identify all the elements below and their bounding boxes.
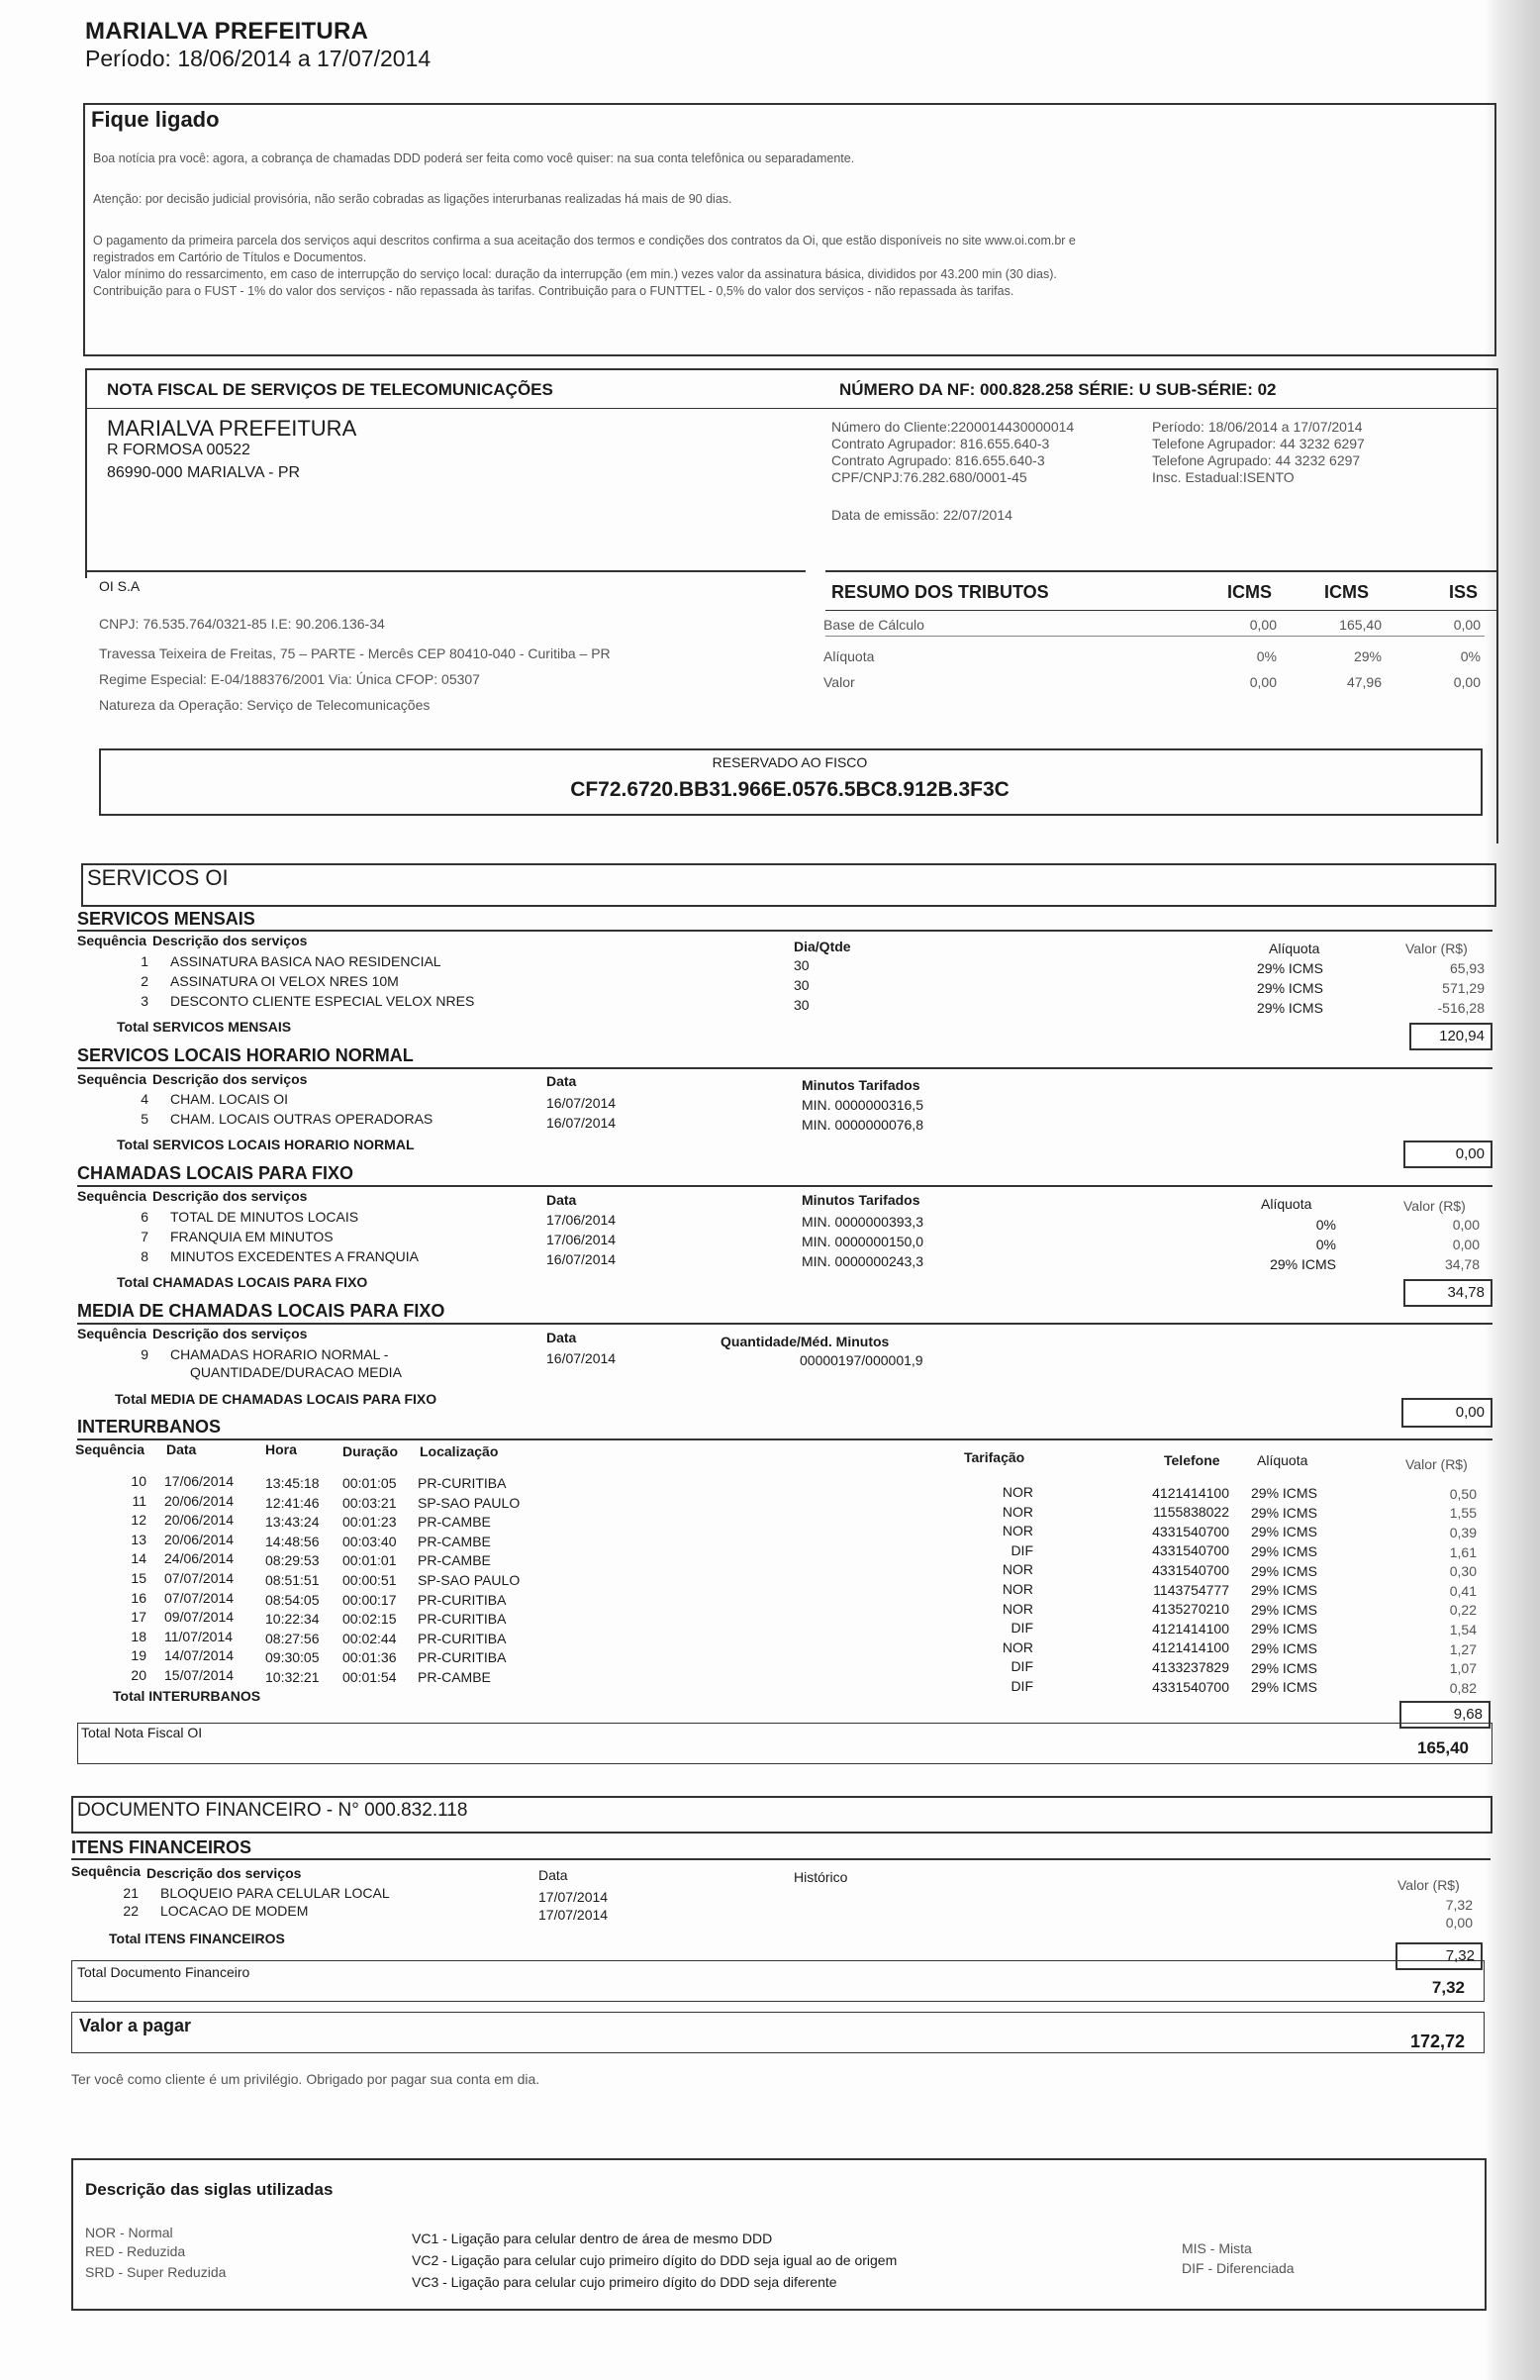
- mensais-h-desc: Descrição dos serviços: [152, 933, 308, 948]
- inter-row-6-seq: 15: [131, 1570, 146, 1586]
- fixo-total-label: Total CHAMADAS LOCAIS PARA FIXO: [117, 1274, 368, 1290]
- fixo-row-2-aliq: 0%: [1315, 1237, 1336, 1252]
- inter-row-9-data: 11/07/2014: [164, 1628, 234, 1644]
- servicos-title-box: [81, 863, 1496, 907]
- inter-rule: [77, 1438, 1492, 1440]
- tributos-divider: [825, 610, 1498, 611]
- notice-text-3b: registrados em Cartório de Títulos e Documentos.: [93, 250, 367, 264]
- locais-total-label: Total SERVICOS LOCAIS HORARIO NORMAL: [117, 1137, 415, 1152]
- inter-row-2-telefone: 1155838022: [1153, 1504, 1229, 1521]
- nf-title: NOTA FISCAL DE SERVIÇOS DE TELECOMUNICAÇÕES: [107, 380, 553, 399]
- inter-row-8-telefone: 4121414100: [1152, 1620, 1229, 1636]
- issuer-address: Travessa Teixeira de Freitas, 75 – PARTE - Mercês CEP 80410-040 - Curitiba – PR: [99, 645, 611, 661]
- inter-row-11-duracao: 00:01:54: [342, 1669, 397, 1685]
- mensais-row-1-valor: 65,93: [1449, 960, 1485, 976]
- locais-h-desc: Descrição dos serviços: [152, 1071, 308, 1087]
- tributos-base-iss: 0,00: [1453, 617, 1481, 633]
- locais-row-1-desc: CHAM. LOCAIS OI: [170, 1091, 289, 1107]
- nf-number: NÚMERO DA NF: 000.828.258 SÉRIE: U SUB-SÉRIE: 02: [839, 380, 1277, 399]
- notice-text-1: Boa notícia pra você: agora, a cobrança de chamadas DDD poderá ser feita como você quiser: na sua conta telefônica ou separadamente.: [93, 151, 855, 165]
- inter-row-5-duracao: 00:01:01: [342, 1552, 397, 1569]
- sigla-srd: SRD - Super Reduzida: [85, 2264, 227, 2280]
- itens-row-1-seq: 21: [123, 1885, 139, 1901]
- fixo-row-2-min: MIN. 0000000150,0: [802, 1234, 923, 1249]
- locais-title: SERVICOS LOCAIS HORARIO NORMAL: [77, 1045, 414, 1065]
- inter-row-10-aliquota: 29% ICMS: [1251, 1659, 1317, 1676]
- locais-h-min: Minutos Tarifados: [802, 1077, 920, 1093]
- tributos-header-iss: ISS: [1449, 582, 1479, 602]
- inter-row-7-localizacao: PR-CURITIBA: [418, 1591, 507, 1608]
- fixo-total: 34,78: [1403, 1279, 1492, 1307]
- nf-right-border: [1496, 368, 1498, 843]
- fixo-h-min: Minutos Tarifados: [802, 1192, 920, 1208]
- mensais-h-seq: Sequência: [77, 933, 147, 948]
- mensais-total: 120,94: [1409, 1023, 1492, 1050]
- siglas-title: Descrição das siglas utilizadas: [85, 2180, 334, 2199]
- inter-row-10-seq: 19: [131, 1647, 146, 1664]
- fixo-row-2-valor: 0,00: [1452, 1237, 1480, 1252]
- inter-row-2-valor: 1,55: [1449, 1505, 1477, 1522]
- media-title: MEDIA DE CHAMADAS LOCAIS PARA FIXO: [77, 1301, 445, 1321]
- inter-row-4-seq: 13: [131, 1531, 146, 1547]
- media-h-desc: Descrição dos serviços: [152, 1326, 308, 1341]
- media-h-qtd: Quantidade/Méd. Minutos: [721, 1334, 890, 1349]
- nf-contract-agrupado: Contrato Agrupado: 816.655.640-3: [831, 452, 1045, 468]
- fixo-row-3-seq: 8: [141, 1248, 148, 1264]
- inter-row-7-telefone: 4135270210: [1152, 1601, 1229, 1618]
- itens-row-2-seq: 22: [123, 1903, 139, 1919]
- notice-box: [83, 103, 1496, 356]
- tributos-row-aliq-label: Alíquota: [823, 648, 875, 664]
- inter-h-data: Data: [166, 1441, 197, 1457]
- sigla-nor: NOR - Normal: [85, 2225, 173, 2240]
- inter-row-6-data: 07/07/2014: [164, 1570, 235, 1586]
- notice-text-2: Atenção: por decisão judicial provisória, não serão cobradas as ligações interurbanas realizadas há mais de 90 dias.: [93, 192, 732, 206]
- itens-h-hist: Histórico: [794, 1869, 848, 1885]
- tributos-base-icms-2: 165,40: [1339, 617, 1382, 633]
- inter-row-6-valor: 0,41: [1449, 1582, 1477, 1599]
- tributos-aliq-iss: 0%: [1460, 648, 1481, 664]
- itens-row-2-valor: 0,00: [1445, 1915, 1473, 1931]
- locais-h-seq: Sequência: [77, 1071, 147, 1087]
- mensais-row-2-dia: 30: [794, 977, 810, 993]
- inter-row-6-aliquota: 29% ICMS: [1251, 1582, 1317, 1599]
- fixo-row-1-min: MIN. 0000000393,3: [802, 1214, 923, 1230]
- itens-row-2-desc: LOCACAO DE MODEM: [160, 1903, 309, 1919]
- inter-row-10-localizacao: PR-CURITIBA: [418, 1649, 507, 1666]
- inter-row-3-hora: 13:43:24: [265, 1514, 320, 1531]
- media-row-qtd: 00000197/000001,9: [800, 1352, 923, 1368]
- inter-row-9-hora: 08:27:56: [265, 1630, 320, 1646]
- itens-row-1-data: 17/07/2014: [538, 1889, 609, 1905]
- media-total: 0,00: [1401, 1398, 1492, 1428]
- inter-row-9-tarifacao: NOR: [1002, 1638, 1033, 1655]
- inter-row-5-telefone: 4331540700: [1152, 1562, 1229, 1578]
- inter-row-11-telefone: 4331540700: [1152, 1678, 1229, 1695]
- inter-row-3-localizacao: PR-CAMBE: [418, 1514, 491, 1531]
- issuer-top-border: [85, 570, 806, 572]
- mensais-h-dia: Dia/Qtde: [794, 939, 851, 954]
- inter-row-4-aliquota: 29% ICMS: [1251, 1543, 1317, 1559]
- notice-text-3a: O pagamento da primeira parcela dos serviços aqui descritos confirma a sua aceitação dos termos e condições dos contratos da Oi, que estão disponíveis no site www.oi.com.br e: [93, 234, 1076, 248]
- fixo-title: CHAMADAS LOCAIS PARA FIXO: [77, 1163, 353, 1183]
- inter-row-8-seq: 17: [131, 1609, 146, 1626]
- mensais-row-1-seq: 1: [141, 953, 148, 969]
- inter-row-11-hora: 10:32:21: [265, 1669, 320, 1685]
- itens-h-valor: Valor (R$): [1397, 1877, 1460, 1893]
- mensais-row-1-aliq: 29% ICMS: [1257, 960, 1323, 976]
- mensais-total-label: Total SERVICOS MENSAIS: [117, 1019, 292, 1035]
- inter-row-2-localizacao: SP-SAO PAULO: [418, 1494, 521, 1511]
- inter-row-10-data: 14/07/2014: [164, 1647, 235, 1664]
- fixo-h-aliq: Alíquota: [1261, 1196, 1312, 1212]
- fixo-row-1-valor: 0,00: [1452, 1217, 1480, 1233]
- inter-row-3-duracao: 00:01:23: [342, 1514, 397, 1531]
- customer-name-header: MARIALVA PREFEITURA: [85, 18, 369, 45]
- mensais-row-1-dia: 30: [794, 957, 810, 973]
- inter-row-7-hora: 08:54:05: [265, 1591, 320, 1608]
- itens-total-label: Total ITENS FINANCEIROS: [109, 1931, 285, 1946]
- inter-row-10-telefone: 4133237829: [1152, 1659, 1229, 1675]
- media-h-data: Data: [546, 1330, 577, 1345]
- nota-total-box: [77, 1723, 1492, 1764]
- inter-row-1-seq: 10: [131, 1473, 146, 1489]
- nota-total-label: Total Nota Fiscal OI: [81, 1725, 203, 1740]
- issuer-regime: Regime Especial: E-04/188376/2001 Via: Única CFOP: 05307: [99, 671, 480, 687]
- inter-row-4-telefone: 4331540700: [1152, 1542, 1229, 1559]
- fisco-code: CF72.6720.BB31.966E.0576.5BC8.912B.3F3C: [570, 778, 1010, 801]
- inter-row-9-duracao: 00:02:44: [342, 1630, 397, 1646]
- inter-row-3-data: 20/06/2014: [164, 1512, 235, 1529]
- inter-row-2-duracao: 00:03:21: [342, 1494, 397, 1511]
- inter-row-1-duracao: 00:01:05: [342, 1475, 397, 1491]
- inter-row-5-localizacao: PR-CAMBE: [418, 1552, 491, 1569]
- inter-row-6-tarifacao: NOR: [1002, 1581, 1033, 1597]
- inter-row-10-hora: 09:30:05: [265, 1649, 320, 1666]
- itens-h-seq: Sequência: [71, 1863, 142, 1879]
- inter-row-3-aliquota: 29% ICMS: [1251, 1524, 1317, 1540]
- inter-row-1-localizacao: PR-CURITIBA: [418, 1475, 507, 1491]
- sigla-vc1: VC1 - Ligação para celular dentro de área de mesmo DDD: [412, 2231, 773, 2246]
- mensais-row-3-dia: 30: [794, 997, 810, 1013]
- tributos-row-base-label: Base de Cálculo: [823, 617, 924, 633]
- sigla-dif: DIF - Diferenciada: [1182, 2260, 1295, 2276]
- inter-row-11-localizacao: PR-CAMBE: [418, 1669, 491, 1685]
- locais-row-1-min: MIN. 0000000316,5: [802, 1097, 923, 1113]
- media-rule: [77, 1323, 1492, 1325]
- locais-row-1-seq: 4: [141, 1091, 148, 1107]
- inter-row-9-telefone: 4121414100: [1152, 1639, 1229, 1656]
- inter-row-8-aliquota: 29% ICMS: [1251, 1621, 1317, 1637]
- media-row-seq: 9: [141, 1346, 148, 1362]
- inter-h-duracao: Duração: [342, 1443, 399, 1459]
- notice-text-4: Valor mínimo do ressarcimento, em caso de interrupção do serviço local: duração da interrupção (em min.) vezes valor da assinatura básica, divididos por 43.200 min (30 dias).: [93, 267, 1057, 281]
- locais-row-2-data: 16/07/2014: [546, 1115, 617, 1131]
- mensais-row-1-desc: ASSINATURA BASICA NAO RESIDENCIAL: [170, 953, 441, 969]
- fixo-h-seq: Sequência: [77, 1188, 147, 1204]
- itens-total: 7,32: [1396, 1942, 1483, 1970]
- fixo-row-3-desc: MINUTOS EXCEDENTES A FRANQUIA: [170, 1248, 420, 1264]
- inter-row-4-hora: 14:48:56: [265, 1533, 320, 1549]
- mensais-h-aliq: Alíquota: [1269, 941, 1320, 956]
- tributos-aliq-icms-2: 29%: [1353, 648, 1382, 664]
- itens-h-data: Data: [538, 1867, 568, 1883]
- tributos-row-valor-label: Valor: [823, 674, 855, 690]
- inter-row-9-seq: 18: [131, 1628, 146, 1644]
- fixo-h-valor: Valor (R$): [1403, 1198, 1466, 1214]
- inter-h-localizacao: Localização: [420, 1443, 499, 1459]
- inter-row-10-tarifacao: DIF: [1011, 1658, 1033, 1675]
- issuer-natureza: Natureza da Operação: Serviço de Telecomunicações: [99, 697, 431, 713]
- mensais-row-2-valor: 571,29: [1442, 980, 1485, 996]
- scan-edge: [1485, 0, 1540, 2380]
- inter-row-9-aliquota: 29% ICMS: [1251, 1640, 1317, 1656]
- inter-row-8-valor: 1,54: [1449, 1622, 1477, 1637]
- media-h-seq: Sequência: [77, 1326, 147, 1341]
- inter-h-telefone: Telefone: [1164, 1452, 1220, 1468]
- fixo-h-data: Data: [546, 1192, 577, 1208]
- inter-h-tarifacao: Tarifação: [964, 1449, 1025, 1465]
- nf-insc-estadual: Insc. Estadual:ISENTO: [1152, 469, 1295, 485]
- sigla-mis: MIS - Mista: [1182, 2240, 1252, 2256]
- doc-total-label: Total Documento Financeiro: [77, 1964, 250, 1980]
- nf-client-name: MARIALVA PREFEITURA: [107, 416, 357, 441]
- mensais-row-3-seq: 3: [141, 993, 148, 1009]
- itens-title: ITENS FINANCEIROS: [71, 1837, 252, 1857]
- inter-row-5-data: 24/06/2014: [164, 1550, 235, 1567]
- tributos-aliq-icms-1: 0%: [1256, 648, 1277, 664]
- mensais-row-3-aliq: 29% ICMS: [1257, 1000, 1323, 1016]
- billing-period: Período: 18/06/2014 a 17/07/2014: [85, 46, 432, 71]
- inter-row-4-tarifacao: DIF: [1011, 1541, 1033, 1558]
- inter-row-7-seq: 16: [131, 1589, 146, 1606]
- locais-row-2-desc: CHAM. LOCAIS OUTRAS OPERADORAS: [170, 1111, 433, 1127]
- locais-row-2-seq: 5: [141, 1111, 148, 1127]
- inter-row-4-data: 20/06/2014: [164, 1531, 235, 1547]
- nf-emission-date: Data de emissão: 22/07/2014: [831, 507, 1012, 523]
- tributos-top-border: [825, 570, 1498, 572]
- nf-divider: [85, 408, 1498, 409]
- tributos-base-icms-1: 0,00: [1249, 617, 1277, 633]
- pagar-box: [71, 2012, 1485, 2053]
- pagar-message: Ter você como cliente é um privilégio. Obrigado por pagar sua conta em dia.: [71, 2071, 540, 2087]
- inter-row-3-seq: 12: [131, 1512, 146, 1529]
- inter-row-6-localizacao: SP-SAO PAULO: [418, 1572, 521, 1588]
- inter-row-10-valor: 1,07: [1449, 1660, 1477, 1677]
- pagar-value: 172,72: [1409, 2032, 1465, 2051]
- inter-row-3-tarifacao: NOR: [1002, 1523, 1033, 1539]
- nf-top-border: [85, 368, 1498, 370]
- locais-rule: [77, 1067, 1492, 1069]
- inter-row-2-tarifacao: NOR: [1002, 1503, 1033, 1520]
- nf-phone-agrupado: Telefone Agrupado: 44 3232 6297: [1152, 452, 1361, 468]
- locais-row-1-data: 16/07/2014: [546, 1095, 617, 1111]
- tributos-valor-iss: 0,00: [1453, 674, 1481, 690]
- inter-row-11-aliquota: 29% ICMS: [1251, 1679, 1317, 1696]
- nf-client-number: Número do Cliente:2200014430000014: [831, 419, 1075, 435]
- inter-row-5-hora: 08:29:53: [265, 1552, 320, 1569]
- inter-row-5-tarifacao: NOR: [1002, 1561, 1033, 1578]
- inter-total-label: Total INTERURBANOS: [113, 1688, 261, 1704]
- inter-row-11-seq: 20: [131, 1667, 146, 1683]
- mensais-row-2-aliq: 29% ICMS: [1257, 980, 1323, 996]
- locais-h-data: Data: [546, 1073, 577, 1089]
- mensais-rule: [77, 930, 1492, 932]
- inter-title: INTERURBANOS: [77, 1417, 222, 1437]
- inter-row-6-telefone: 1143754777: [1153, 1581, 1229, 1598]
- nf-period: Período: 18/06/2014 a 17/07/2014: [1152, 419, 1363, 435]
- locais-row-2-min: MIN. 0000000076,8: [802, 1117, 923, 1133]
- tributos-valor-icms-2: 47,96: [1346, 674, 1382, 690]
- mensais-title: SERVICOS MENSAIS: [77, 909, 255, 929]
- media-total-label: Total MEDIA DE CHAMADAS LOCAIS PARA FIXO: [115, 1391, 437, 1407]
- inter-row-1-data: 17/06/2014: [164, 1473, 235, 1489]
- media-row-desc-1: CHAMADAS HORARIO NORMAL -: [170, 1346, 389, 1362]
- inter-row-7-duracao: 00:00:17: [342, 1591, 397, 1608]
- mensais-row-2-seq: 2: [141, 973, 148, 989]
- itens-h-desc: Descrição dos serviços: [146, 1865, 302, 1881]
- fixo-row-1-data: 17/06/2014: [546, 1212, 617, 1228]
- inter-row-1-aliquota: 29% ICMS: [1251, 1485, 1317, 1502]
- nota-total: 165,40: [1417, 1738, 1469, 1757]
- inter-row-8-localizacao: PR-CURITIBA: [418, 1611, 507, 1628]
- inter-row-11-tarifacao: DIF: [1011, 1678, 1033, 1694]
- itens-row-1-valor: 7,32: [1445, 1897, 1473, 1913]
- inter-row-11-data: 15/07/2014: [164, 1667, 235, 1683]
- fisco-label: RESERVADO AO FISCO: [712, 754, 868, 770]
- tributos-row-line: [825, 636, 1485, 637]
- sigla-vc3: VC3 - Ligação para celular cujo primeiro dígito do DDD seja diferente: [412, 2274, 837, 2290]
- inter-row-7-aliquota: 29% ICMS: [1251, 1601, 1317, 1618]
- inter-row-5-valor: 0,30: [1449, 1563, 1477, 1580]
- fixo-row-3-valor: 34,78: [1444, 1256, 1480, 1272]
- pagar-label: Valor a pagar: [79, 2016, 192, 2035]
- fixo-row-2-seq: 7: [141, 1229, 148, 1244]
- mensais-row-3-desc: DESCONTO CLIENTE ESPECIAL VELOX NRES: [170, 993, 475, 1009]
- inter-row-7-data: 07/07/2014: [164, 1589, 235, 1606]
- inter-row-4-valor: 1,61: [1449, 1543, 1477, 1560]
- inter-row-8-hora: 10:22:34: [265, 1611, 320, 1628]
- fixo-row-2-desc: FRANQUIA EM MINUTOS: [170, 1229, 334, 1244]
- mensais-h-valor: Valor (R$): [1405, 941, 1468, 956]
- inter-row-3-valor: 0,39: [1449, 1525, 1477, 1540]
- tributos-header-icms-1: ICMS: [1227, 582, 1272, 602]
- inter-row-4-duracao: 00:03:40: [342, 1533, 397, 1549]
- itens-row-1-desc: BLOQUEIO PARA CELULAR LOCAL: [160, 1885, 390, 1901]
- inter-row-5-seq: 14: [131, 1550, 146, 1567]
- mensais-row-2-desc: ASSINATURA OI VELOX NRES 10M: [170, 973, 399, 989]
- nf-left-border: [85, 368, 87, 578]
- nf-cpf-cnpj: CPF/CNPJ:76.282.680/0001-45: [831, 469, 1027, 485]
- fixo-row-2-data: 17/06/2014: [546, 1232, 617, 1247]
- nf-address-2: 86990-000 MARIALVA - PR: [107, 464, 301, 481]
- inter-row-6-hora: 08:51:51: [265, 1572, 320, 1588]
- inter-row-8-data: 09/07/2014: [164, 1609, 235, 1626]
- inter-h-seq: Sequência: [75, 1441, 145, 1457]
- fixo-row-1-aliq: 0%: [1315, 1217, 1336, 1233]
- inter-h-aliquota: Alíquota: [1257, 1452, 1308, 1468]
- inter-row-11-valor: 0,82: [1449, 1679, 1477, 1696]
- inter-row-1-telefone: 4121414100: [1152, 1484, 1229, 1501]
- tributos-valor-icms-1: 0,00: [1249, 674, 1277, 690]
- nf-phone-agrupador: Telefone Agrupador: 44 3232 6297: [1152, 436, 1365, 451]
- inter-row-3-telefone: 4331540700: [1152, 1523, 1229, 1539]
- mensais-row-3-valor: -516,28: [1437, 1000, 1485, 1016]
- fixo-row-3-aliq: 29% ICMS: [1270, 1256, 1336, 1272]
- issuer-name: OI S.A: [99, 578, 141, 594]
- inter-row-2-hora: 12:41:46: [265, 1494, 320, 1511]
- doc-total: 7,32: [1431, 1978, 1465, 1997]
- inter-row-10-duracao: 00:01:36: [342, 1649, 397, 1666]
- tributos-title: RESUMO DOS TRIBUTOS: [831, 582, 1049, 602]
- inter-row-9-localizacao: PR-CURITIBA: [418, 1630, 507, 1646]
- inter-total: 9,68: [1399, 1701, 1491, 1729]
- fixo-rule: [77, 1185, 1492, 1187]
- inter-row-4-localizacao: PR-CAMBE: [418, 1533, 491, 1549]
- inter-row-8-duracao: 00:02:15: [342, 1611, 397, 1628]
- inter-row-6-duracao: 00:00:51: [342, 1572, 397, 1588]
- inter-row-9-valor: 1,27: [1449, 1640, 1477, 1657]
- sigla-vc2: VC2 - Ligação para celular cujo primeiro dígito do DDD seja igual ao de origem: [412, 2252, 898, 2268]
- inter-row-1-valor: 0,50: [1449, 1485, 1477, 1502]
- fixo-h-desc: Descrição dos serviços: [152, 1188, 308, 1204]
- servicos-title: SERVICOS OI: [87, 865, 229, 890]
- issuer-cnpj: CNPJ: 76.535.764/0321-85 I.E: 90.206.136-34: [99, 616, 385, 632]
- inter-h-hora: Hora: [265, 1441, 297, 1457]
- fixo-row-3-data: 16/07/2014: [546, 1251, 617, 1267]
- fixo-row-1-seq: 6: [141, 1209, 148, 1225]
- nf-address-1: R FORMOSA 00522: [107, 442, 250, 458]
- media-row-data: 16/07/2014: [546, 1350, 617, 1366]
- inter-row-2-aliquota: 29% ICMS: [1251, 1504, 1317, 1521]
- inter-row-5-aliquota: 29% ICMS: [1251, 1562, 1317, 1579]
- locais-total: 0,00: [1403, 1140, 1492, 1168]
- sigla-red: RED - Reduzida: [85, 2243, 186, 2259]
- inter-row-1-tarifacao: NOR: [1002, 1484, 1033, 1500]
- inter-row-2-data: 20/06/2014: [164, 1492, 235, 1509]
- inter-row-1-hora: 13:45:18: [265, 1475, 320, 1491]
- inter-row-8-tarifacao: DIF: [1011, 1620, 1033, 1636]
- itens-rule: [71, 1858, 1491, 1860]
- inter-row-7-tarifacao: NOR: [1002, 1600, 1033, 1617]
- itens-row-2-data: 17/07/2014: [538, 1907, 609, 1923]
- nf-contract-agrupador: Contrato Agrupador: 816.655.640-3: [831, 436, 1050, 451]
- financeiro-title: DOCUMENTO FINANCEIRO - N° 000.832.118: [77, 1800, 468, 1821]
- fixo-row-1-desc: TOTAL DE MINUTOS LOCAIS: [170, 1209, 359, 1225]
- media-row-desc-2: QUANTIDADE/DURACAO MEDIA: [190, 1364, 402, 1380]
- fixo-row-3-min: MIN. 0000000243,3: [802, 1253, 923, 1269]
- notice-text-5: Contribuição para o FUST - 1% do valor dos serviços - não repassada às tarifas. Contribuição para o FUNTTEL - 0,5% do valor dos serviços - não repassada às tarifas.: [93, 284, 1014, 298]
- notice-title: Fique ligado: [91, 107, 220, 132]
- inter-row-2-seq: 11: [132, 1492, 146, 1509]
- doc-total-box: [71, 1960, 1485, 2002]
- inter-row-7-valor: 0,22: [1449, 1602, 1477, 1619]
- inter-h-valor: Valor (R$): [1405, 1456, 1468, 1472]
- tributos-header-icms-2: ICMS: [1324, 582, 1369, 602]
